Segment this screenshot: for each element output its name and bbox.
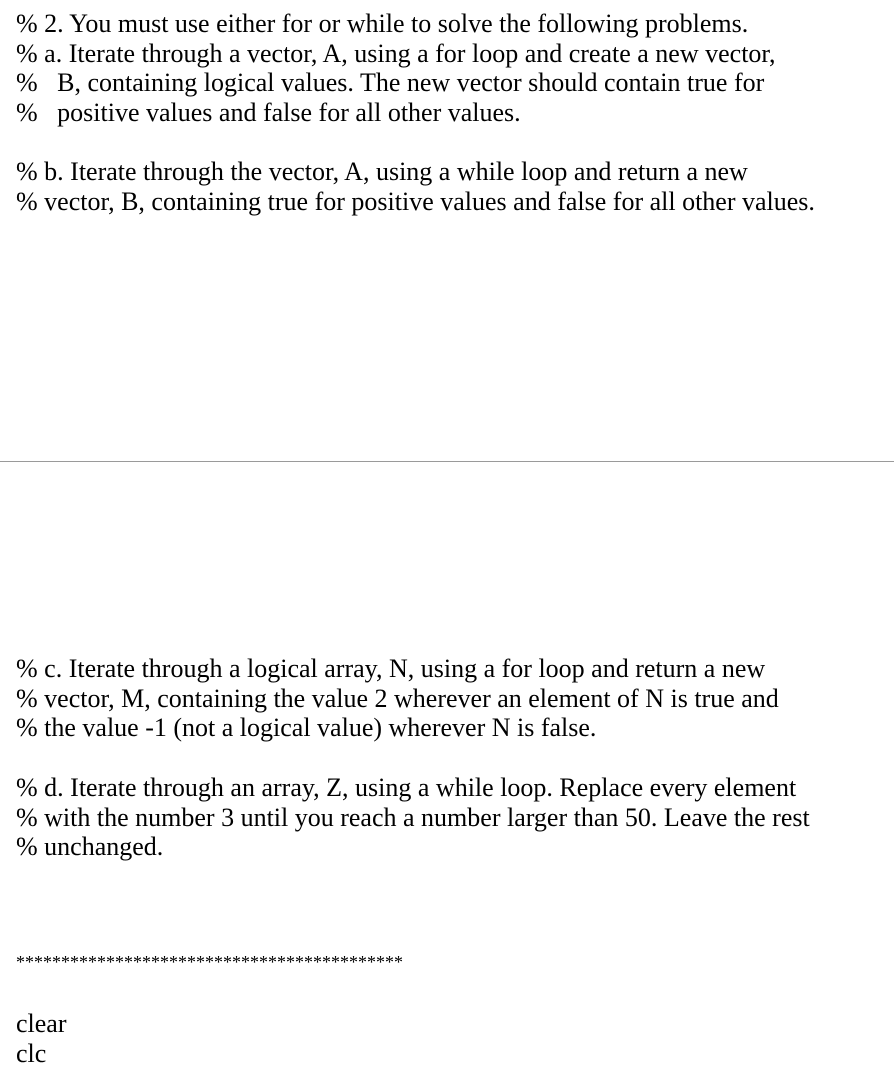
part-d-line-3: % unchanged. bbox=[16, 832, 164, 862]
part-d-line-1: % d. Iterate through an array, Z, using a while loop. Replace every element bbox=[16, 773, 797, 802]
part-b bbox=[16, 157, 815, 216]
command-clear: clear bbox=[16, 1009, 67, 1038]
part-c-line-1: % c. Iterate through a logical array, N, using a for loop and return a new bbox=[16, 654, 766, 683]
separator-line: ******************************************* bbox=[16, 952, 403, 972]
command-clc: clc bbox=[16, 1038, 47, 1068]
problem-2-header: % 2. You must use either for or while to solve the following problems. bbox=[16, 9, 749, 38]
part-b-line-1: % b. Iterate through the vector, A, using a while loop and return a new bbox=[16, 157, 748, 186]
part-d bbox=[16, 773, 810, 862]
part-c-line-3: % the value -1 (not a logical value) wherever N is false. bbox=[16, 713, 597, 743]
commands bbox=[16, 1009, 67, 1068]
part-c bbox=[16, 654, 779, 743]
asterisk-separator bbox=[16, 948, 403, 978]
part-b-line-2: % vector, B, containing true for positive values and false for all other values. bbox=[16, 186, 815, 216]
page-divider bbox=[0, 461, 894, 462]
part-d-line-2: % with the number 3 until you reach a number larger than 50. Leave the rest bbox=[16, 802, 810, 832]
part-a-line-2: % B, containing logical values. The new vector should contain true for bbox=[16, 68, 765, 98]
part-a-line-3: % positive values and false for all other values. bbox=[16, 97, 521, 127]
problem-2-header-and-part-a bbox=[16, 9, 776, 127]
part-a-line-1: % a. Iterate through a vector, A, using a for loop and create a new vector, bbox=[16, 38, 776, 68]
part-c-line-2: % vector, M, containing the value 2 wherever an element of N is true and bbox=[16, 683, 779, 713]
